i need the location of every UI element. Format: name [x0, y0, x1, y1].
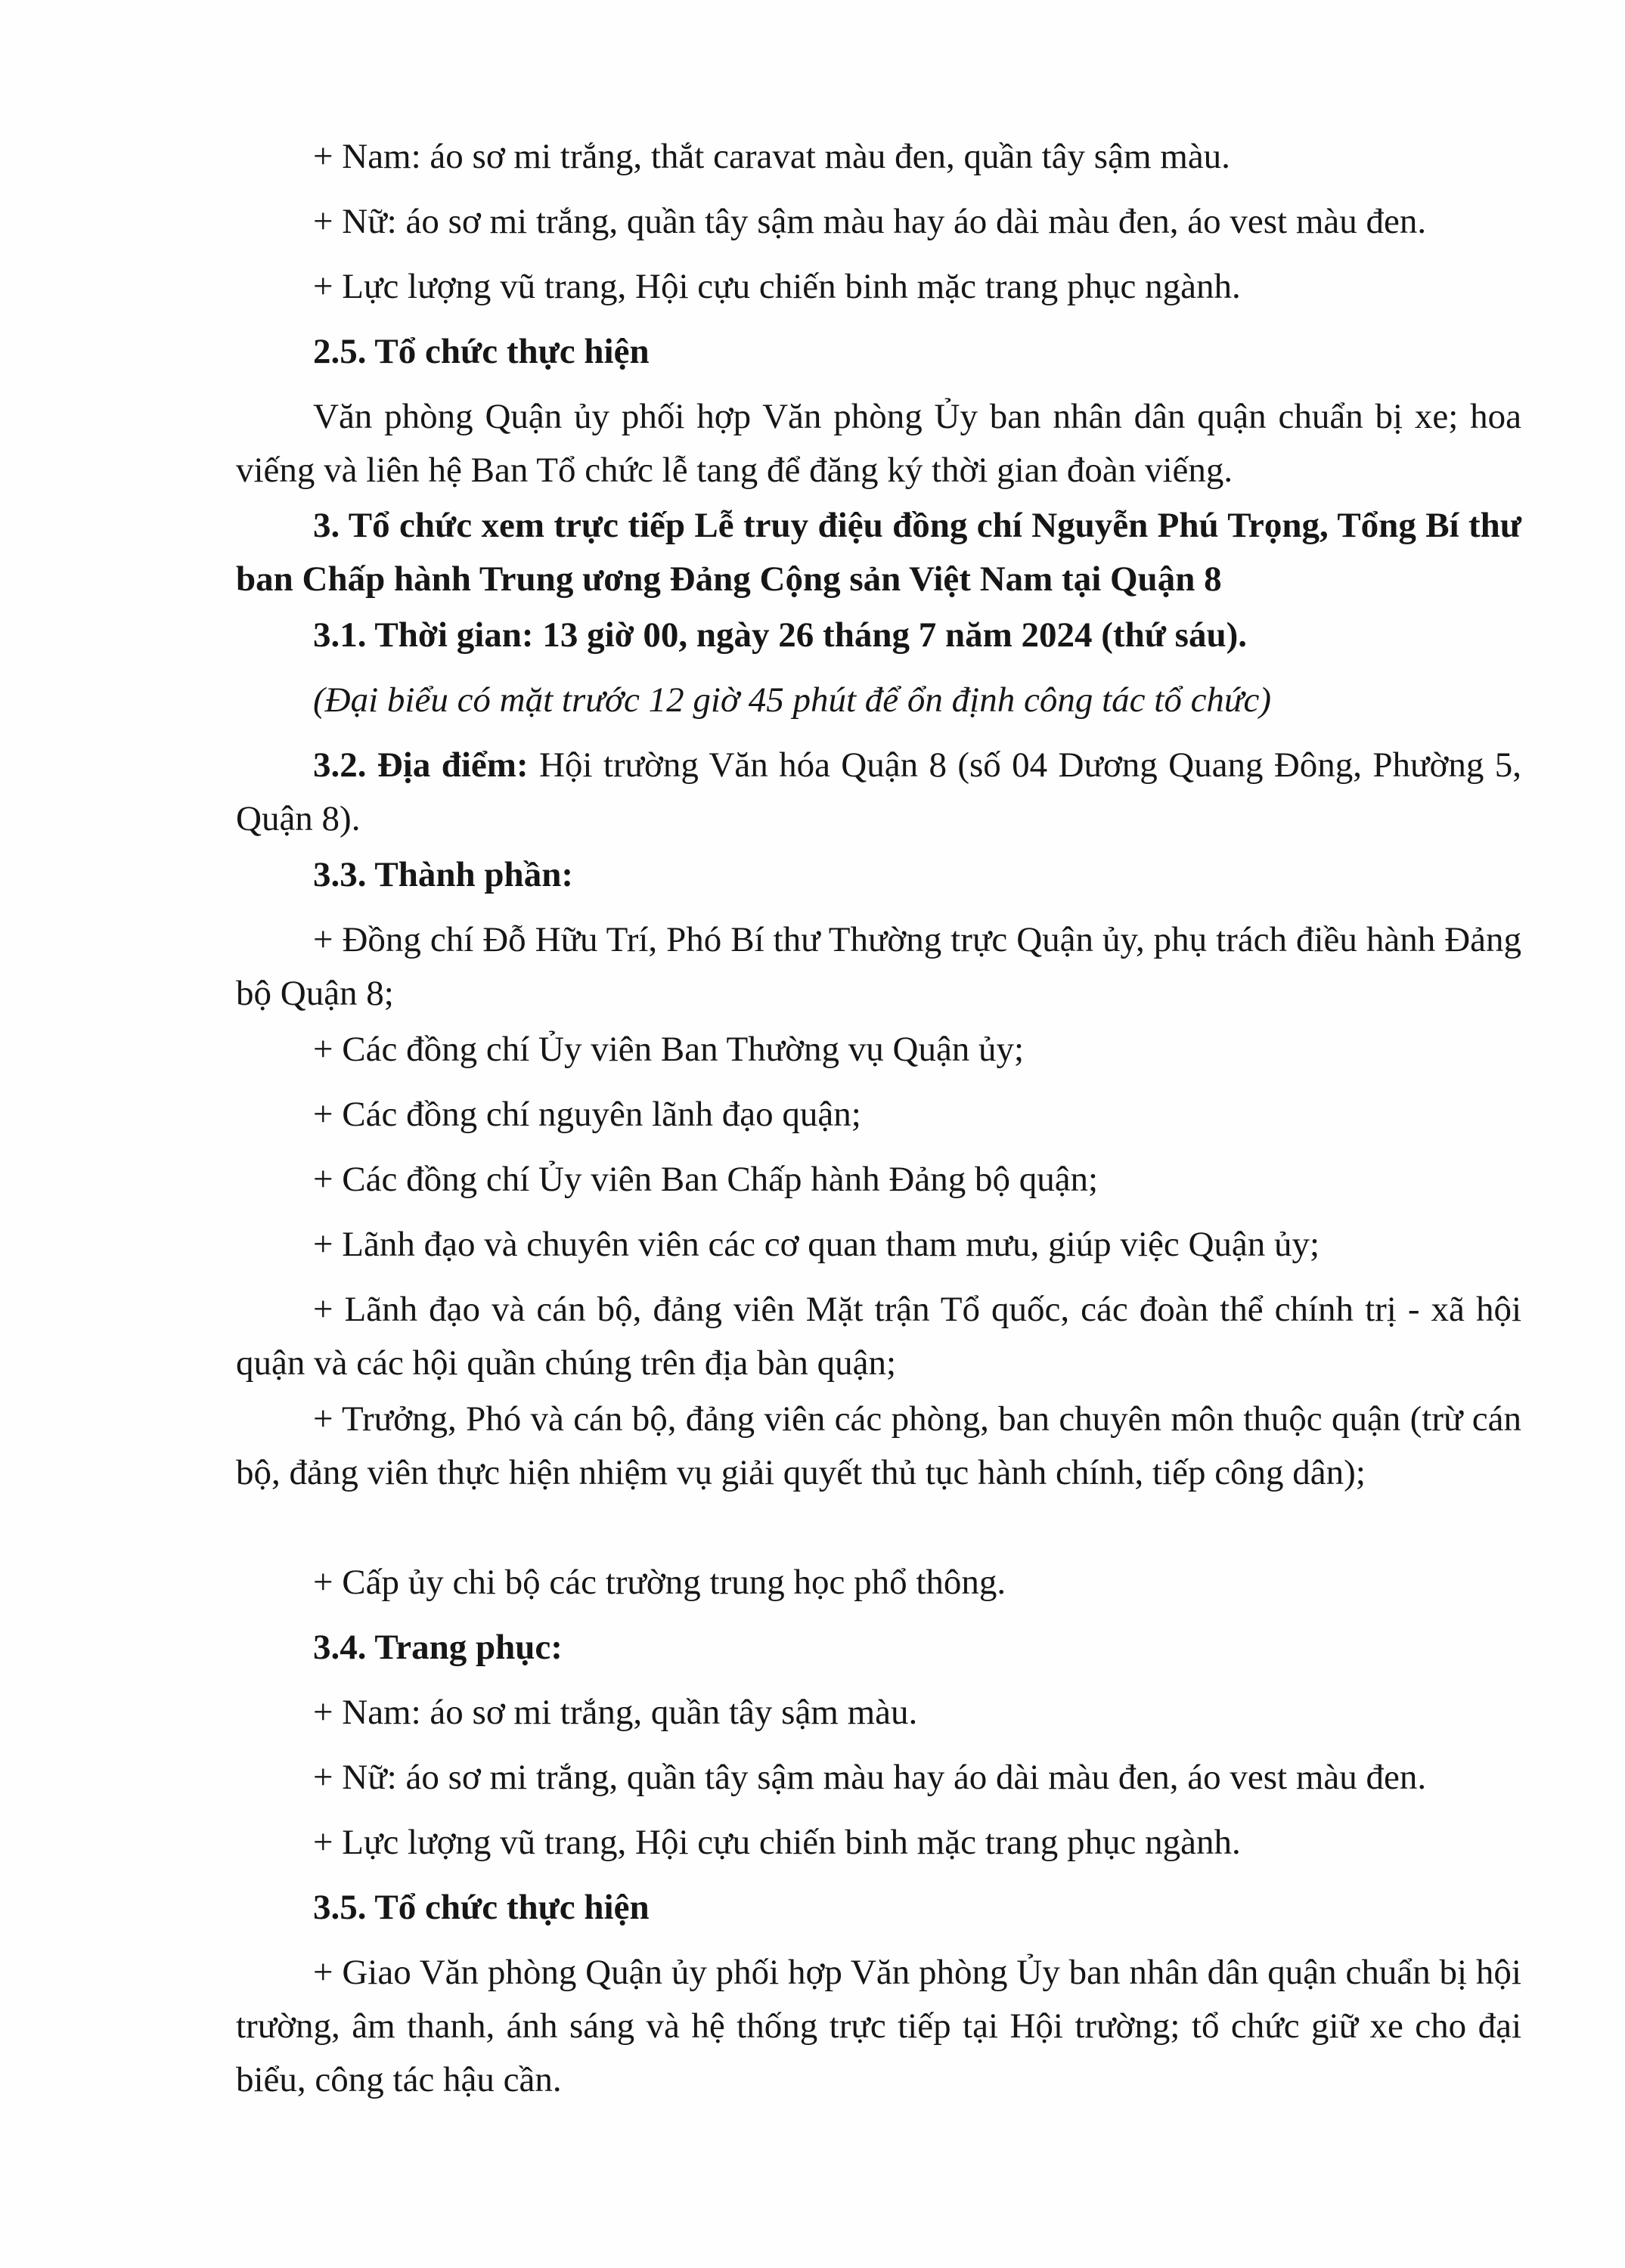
dress-code-men: + Nam: áo sơ mi trắng, thắt caravat màu đen, quần tây sậm màu. — [313, 137, 1230, 176]
section-heading-3-5: 3.5. Tổ chức thực hiện — [313, 1888, 650, 1927]
dress-code-women: + Nữ: áo sơ mi trắng, quần tây sậm màu hay áo dài màu đen, áo vest màu đen. — [313, 202, 1427, 241]
participant-item: + Trưởng, Phó và cán bộ, đảng viên các phòng, ban chuyên môn thuộc quận (trừ cán bộ, đảng viên thực hiện nhiệm vụ giải quyết thủ tục hành chính, tiếp công dân); — [236, 1399, 1521, 1492]
participant-item: + Các đồng chí Ủy viên Ban Thường vụ Quận ủy; — [313, 1030, 1025, 1069]
arrival-note: (Đại biểu có mặt trước 12 giờ 45 phút để ổn định công tác tổ chức) — [313, 680, 1272, 720]
location-label: 3.2. Địa điểm: — [313, 745, 529, 785]
section-heading-3: 3. Tổ chức xem trực tiếp Lễ truy điệu đồng chí Nguyễn Phú Trọng, Tổng Bí thư ban Chấp hành Trung ương Đảng Cộng sản Việt Nam tại Quận 8 — [236, 506, 1521, 599]
section-heading-3-3: 3.3. Thành phần: — [313, 855, 573, 894]
participant-item: + Lãnh đạo và chuyên viên các cơ quan tham mưu, giúp việc Quận ủy; — [313, 1225, 1320, 1264]
participant-item: + Các đồng chí Ủy viên Ban Chấp hành Đảng bộ quận; — [313, 1160, 1099, 1199]
dress-code-armed-forces: + Lực lượng vũ trang, Hội cựu chiến binh mặc trang phục ngành. — [313, 1823, 1241, 1862]
section-heading-3-4: 3.4. Trang phục: — [313, 1628, 563, 1667]
paragraph-3-2 — [236, 739, 1521, 846]
paragraph-2-5-body: Văn phòng Quận ủy phối hợp Văn phòng Ủy ban nhân dân quận chuẩn bị xe; hoa viếng và liên hệ Ban Tổ chức lễ tang để đăng ký thời gian đoàn viếng. — [236, 397, 1521, 490]
paragraph-3-5-body: + Giao Văn phòng Quận ủy phối hợp Văn phòng Ủy ban nhân dân quận chuẩn bị hội trường, âm thanh, ánh sáng và hệ thống trực tiếp tại Hội trường; tổ chức giữ xe cho đại biểu, công tác hậu cần. — [236, 1953, 1521, 2099]
participant-item: + Cấp ủy chi bộ các trường trung học phổ thông. — [313, 1563, 1006, 1602]
dress-code-women: + Nữ: áo sơ mi trắng, quần tây sậm màu hay áo dài màu đen, áo vest màu đen. — [313, 1758, 1427, 1797]
section-heading-3-1: 3.1. Thời gian: 13 giờ 00, ngày 26 tháng 7 năm 2024 (thứ sáu). — [313, 615, 1247, 655]
section-heading-2-5: 2.5. Tổ chức thực hiện — [313, 332, 650, 371]
participant-item: + Lãnh đạo và cán bộ, đảng viên Mặt trận Tổ quốc, các đoàn thể chính trị - xã hội quận và các hội quần chúng trên địa bàn quận; — [236, 1290, 1521, 1383]
participant-item: + Đồng chí Đỗ Hữu Trí, Phó Bí thư Thường trực Quận ủy, phụ trách điều hành Đảng bộ Quận 8; — [236, 920, 1521, 1013]
participant-item: + Các đồng chí nguyên lãnh đạo quận; — [313, 1095, 861, 1134]
dress-code-men: + Nam: áo sơ mi trắng, quần tây sậm màu. — [313, 1693, 918, 1732]
dress-code-armed-forces: + Lực lượng vũ trang, Hội cựu chiến binh mặc trang phục ngành. — [313, 267, 1241, 306]
location-text: Hội trường Văn hóa Quận 8 (số 04 Dương Quang Đông, Phường 5, Quận 8). — [236, 745, 1521, 838]
